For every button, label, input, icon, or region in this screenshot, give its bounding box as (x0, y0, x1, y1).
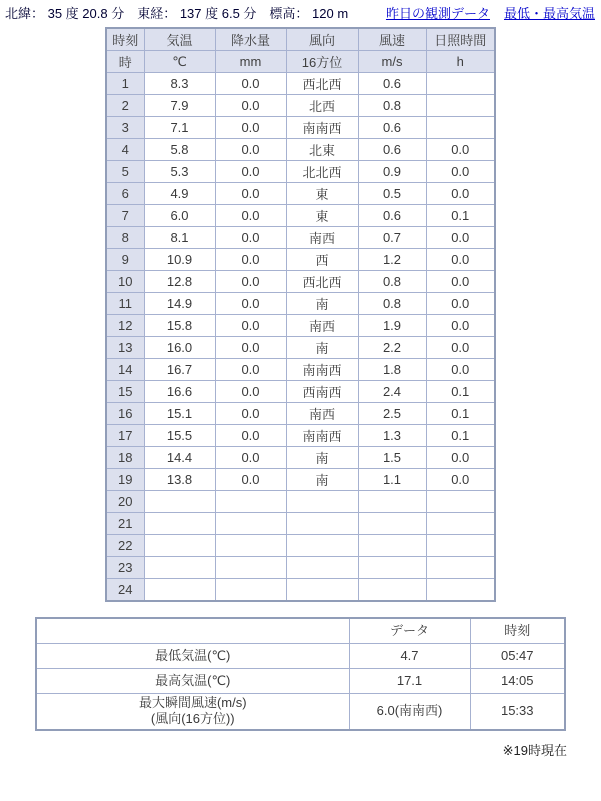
value-cell: 1.8 (358, 359, 426, 381)
value-cell: 0.1 (426, 403, 495, 425)
value-cell: 西南西 (286, 381, 358, 403)
value-cell (286, 557, 358, 579)
value-cell: 北東 (286, 139, 358, 161)
value-cell: 4.9 (144, 183, 215, 205)
value-cell: 0.0 (426, 293, 495, 315)
hourly-row (106, 447, 495, 469)
value-cell: 0.0 (426, 359, 495, 381)
value-cell (144, 491, 215, 513)
value-cell: 0.9 (358, 161, 426, 183)
value-cell (358, 535, 426, 557)
summary-table-body (36, 644, 565, 730)
value-cell (144, 579, 215, 602)
value-cell (426, 73, 495, 95)
value-cell: 東 (286, 205, 358, 227)
hour-cell: 19 (106, 469, 144, 491)
value-cell: 0.8 (358, 95, 426, 117)
hourly-observation-table (105, 27, 496, 602)
summary-row (36, 644, 565, 669)
summary-time-cell: 15:33 (470, 694, 565, 730)
value-cell: 0.0 (426, 469, 495, 491)
value-cell: 南西 (286, 315, 358, 337)
value-cell: 0.0 (215, 359, 286, 381)
col-header-wind-speed: 風速 (358, 28, 426, 51)
hourly-row (106, 95, 495, 117)
value-cell (358, 579, 426, 602)
hourly-row (106, 491, 495, 513)
value-cell: 0.0 (215, 205, 286, 227)
value-cell (215, 513, 286, 535)
value-cell (426, 579, 495, 602)
hourly-row (106, 337, 495, 359)
daily-extremes-table (35, 617, 566, 731)
hourly-row (106, 227, 495, 249)
col-header-sunshine: 日照時間 (426, 28, 495, 51)
unit-precipitation: mm (215, 51, 286, 73)
value-cell: 0.0 (215, 161, 286, 183)
value-cell: 南南西 (286, 425, 358, 447)
value-cell: 15.5 (144, 425, 215, 447)
hour-cell: 21 (106, 513, 144, 535)
hour-cell: 5 (106, 161, 144, 183)
value-cell: 0.0 (426, 183, 495, 205)
hourly-row (106, 381, 495, 403)
summary-header-row (36, 618, 565, 644)
hour-cell: 17 (106, 425, 144, 447)
value-cell: 北北西 (286, 161, 358, 183)
hourly-table-body (106, 73, 495, 602)
value-cell (215, 557, 286, 579)
value-cell: 南 (286, 337, 358, 359)
value-cell: 南西 (286, 227, 358, 249)
value-cell (215, 579, 286, 602)
value-cell: 0.1 (426, 425, 495, 447)
unit-wind-direction: 16方位 (286, 51, 358, 73)
value-cell: 0.0 (215, 139, 286, 161)
value-cell: 0.7 (358, 227, 426, 249)
value-cell (426, 513, 495, 535)
hour-cell: 14 (106, 359, 144, 381)
hour-cell: 4 (106, 139, 144, 161)
summary-label-cell: 最大瞬間風速(m/s) (風向(16方位)) (36, 694, 349, 730)
summary-row (36, 669, 565, 694)
value-cell: 西北西 (286, 73, 358, 95)
unit-temperature: ℃ (144, 51, 215, 73)
value-cell (358, 557, 426, 579)
hourly-row (106, 293, 495, 315)
summary-data-cell: 4.7 (349, 644, 470, 669)
value-cell: 0.0 (426, 271, 495, 293)
value-cell (286, 579, 358, 602)
value-cell: 南南西 (286, 117, 358, 139)
hour-cell: 10 (106, 271, 144, 293)
value-cell: 0.0 (426, 337, 495, 359)
hour-cell: 13 (106, 337, 144, 359)
min-max-temp-link[interactable]: 最低・最高気温 (503, 6, 595, 21)
hourly-row (106, 425, 495, 447)
unit-sunshine: h (426, 51, 495, 73)
value-cell: 0.0 (426, 315, 495, 337)
value-cell: 東 (286, 183, 358, 205)
col-header-precipitation: 降水量 (215, 28, 286, 51)
value-cell: 南 (286, 469, 358, 491)
value-cell: 14.9 (144, 293, 215, 315)
hour-cell: 9 (106, 249, 144, 271)
hour-cell: 20 (106, 491, 144, 513)
value-cell: 0.0 (215, 447, 286, 469)
value-cell (426, 535, 495, 557)
value-cell: 0.0 (426, 139, 495, 161)
value-cell (426, 117, 495, 139)
hourly-row (106, 469, 495, 491)
value-cell: 0.6 (358, 73, 426, 95)
hourly-row (106, 513, 495, 535)
value-cell: 6.0 (144, 205, 215, 227)
value-cell: 0.0 (215, 227, 286, 249)
value-cell: 1.9 (358, 315, 426, 337)
value-cell: 0.0 (215, 469, 286, 491)
value-cell: 13.8 (144, 469, 215, 491)
hourly-row (106, 205, 495, 227)
hour-cell: 18 (106, 447, 144, 469)
value-cell: 14.4 (144, 447, 215, 469)
value-cell (215, 491, 286, 513)
hourly-row (106, 403, 495, 425)
value-cell: 南南西 (286, 359, 358, 381)
yesterday-data-link[interactable]: 昨日の観測データ (385, 6, 490, 21)
hour-cell: 11 (106, 293, 144, 315)
summary-header-data: データ (349, 618, 470, 644)
value-cell: 0.0 (426, 161, 495, 183)
hourly-row (106, 359, 495, 381)
value-cell: 0.0 (215, 271, 286, 293)
value-cell: 0.0 (215, 293, 286, 315)
value-cell: 0.0 (215, 249, 286, 271)
value-cell: 0.0 (215, 73, 286, 95)
col-header-time: 時刻 (106, 28, 144, 51)
value-cell: 16.7 (144, 359, 215, 381)
summary-row (36, 694, 565, 730)
value-cell: 0.0 (215, 425, 286, 447)
col-header-temperature: 気温 (144, 28, 215, 51)
hour-cell: 2 (106, 95, 144, 117)
unit-wind-speed: m/s (358, 51, 426, 73)
value-cell: 1.2 (358, 249, 426, 271)
hourly-row (106, 535, 495, 557)
summary-time-cell: 14:05 (470, 669, 565, 694)
as-of-time-note: ※19時現在 (502, 742, 567, 758)
value-cell: 0.0 (215, 403, 286, 425)
hour-cell: 7 (106, 205, 144, 227)
hourly-row (106, 73, 495, 95)
hourly-row (106, 183, 495, 205)
value-cell (215, 535, 286, 557)
value-cell: 8.1 (144, 227, 215, 249)
value-cell (358, 513, 426, 535)
summary-header-time: 時刻 (470, 618, 565, 644)
summary-data-cell: 17.1 (349, 669, 470, 694)
hour-cell: 24 (106, 579, 144, 602)
value-cell: 南西 (286, 403, 358, 425)
topbar (0, 2, 601, 22)
summary-header-blank (36, 618, 349, 644)
value-cell: 0.0 (215, 95, 286, 117)
summary-time-cell: 05:47 (470, 644, 565, 669)
value-cell: 0.6 (358, 117, 426, 139)
value-cell (144, 513, 215, 535)
summary-label-cell: 最低気温(℃) (36, 644, 349, 669)
value-cell: 2.2 (358, 337, 426, 359)
value-cell: 0.0 (215, 337, 286, 359)
hour-cell: 3 (106, 117, 144, 139)
value-cell: 7.1 (144, 117, 215, 139)
value-cell: 16.0 (144, 337, 215, 359)
value-cell: 北西 (286, 95, 358, 117)
value-cell: 0.1 (426, 381, 495, 403)
hourly-row (106, 139, 495, 161)
value-cell (426, 95, 495, 117)
hour-cell: 1 (106, 73, 144, 95)
value-cell: 16.6 (144, 381, 215, 403)
hourly-row (106, 161, 495, 183)
hour-cell: 12 (106, 315, 144, 337)
value-cell (286, 513, 358, 535)
value-cell: 西北西 (286, 271, 358, 293)
hour-cell: 6 (106, 183, 144, 205)
value-cell: 0.1 (426, 205, 495, 227)
station-location-info: 北緯： 35 度 20.8 分 東経： 137 度 6.5 分 標高： 120 m (5, 6, 349, 21)
value-cell: 0.0 (215, 381, 286, 403)
value-cell: 12.8 (144, 271, 215, 293)
value-cell: 0.0 (426, 227, 495, 249)
col-header-wind-direction: 風向 (286, 28, 358, 51)
value-cell: 5.8 (144, 139, 215, 161)
hourly-row (106, 117, 495, 139)
hour-cell: 16 (106, 403, 144, 425)
value-cell: 15.1 (144, 403, 215, 425)
value-cell: 0.8 (358, 293, 426, 315)
hour-cell: 22 (106, 535, 144, 557)
hour-cell: 23 (106, 557, 144, 579)
value-cell: 8.3 (144, 73, 215, 95)
summary-data-cell: 6.0(南南西) (349, 694, 470, 730)
hour-cell: 15 (106, 381, 144, 403)
hourly-row (106, 315, 495, 337)
hourly-row (106, 249, 495, 271)
value-cell: 7.9 (144, 95, 215, 117)
hourly-row (106, 271, 495, 293)
value-cell: 西 (286, 249, 358, 271)
value-cell: 15.8 (144, 315, 215, 337)
value-cell: 0.0 (215, 315, 286, 337)
hourly-row (106, 557, 495, 579)
value-cell (286, 535, 358, 557)
hourly-row (106, 579, 495, 602)
value-cell (426, 557, 495, 579)
value-cell (358, 491, 426, 513)
value-cell: 1.5 (358, 447, 426, 469)
value-cell: 1.3 (358, 425, 426, 447)
value-cell (144, 557, 215, 579)
value-cell: 0.0 (426, 447, 495, 469)
hour-cell: 8 (106, 227, 144, 249)
value-cell: 南 (286, 447, 358, 469)
value-cell: 2.5 (358, 403, 426, 425)
value-cell: 0.5 (358, 183, 426, 205)
unit-time: 時 (106, 51, 144, 73)
value-cell (286, 491, 358, 513)
summary-label-cell: 最高気温(℃) (36, 669, 349, 694)
header-row-units (106, 51, 495, 73)
value-cell: 0.8 (358, 271, 426, 293)
value-cell: 1.1 (358, 469, 426, 491)
value-cell: 0.0 (426, 249, 495, 271)
value-cell: 10.9 (144, 249, 215, 271)
header-row-labels (106, 28, 495, 51)
value-cell: 5.3 (144, 161, 215, 183)
value-cell: 2.4 (358, 381, 426, 403)
value-cell: 南 (286, 293, 358, 315)
value-cell: 0.6 (358, 139, 426, 161)
value-cell: 0.0 (215, 117, 286, 139)
value-cell (144, 535, 215, 557)
value-cell: 0.0 (215, 183, 286, 205)
value-cell: 0.6 (358, 205, 426, 227)
value-cell (426, 491, 495, 513)
